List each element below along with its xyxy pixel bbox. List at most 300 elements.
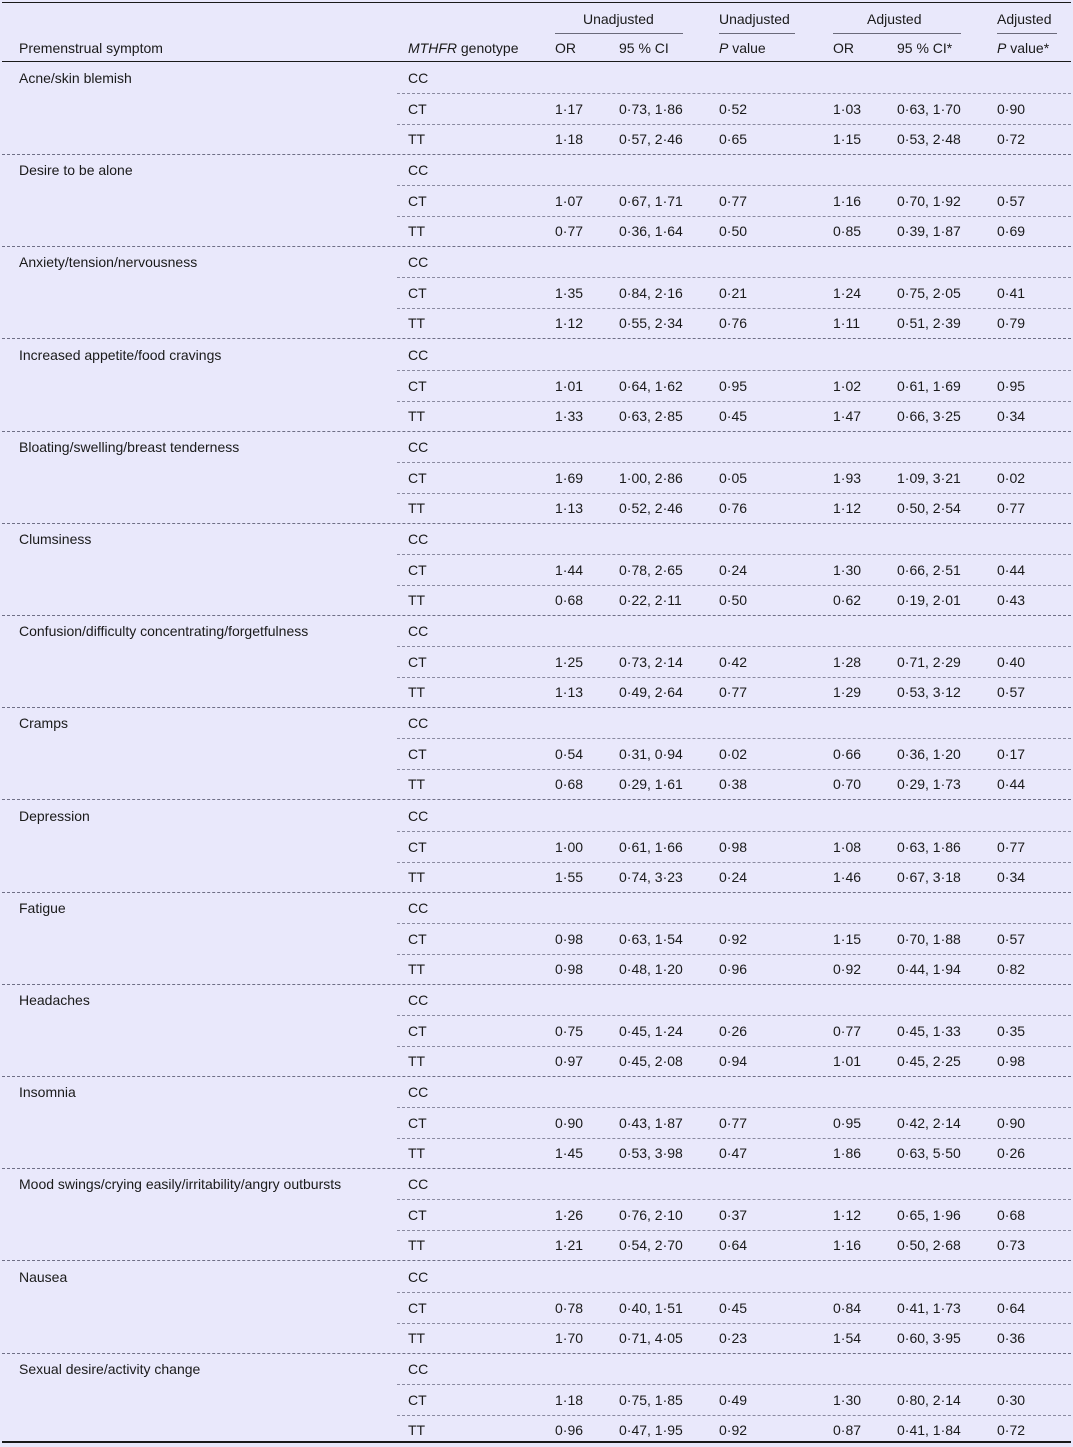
p-value-unadjusted: 0·96	[719, 960, 748, 977]
odds-ratio-unadjusted: 1·18	[555, 1391, 584, 1408]
p-value-adjusted: 0·72	[997, 131, 1026, 147]
p-value-unadjusted: 0·26	[719, 1023, 748, 1039]
odds-ratio-unadjusted: 1·18	[555, 131, 584, 147]
p-value-adjusted: 0·40	[997, 654, 1026, 671]
odds-ratio-unadjusted: 1·21	[555, 1237, 584, 1254]
genotype-tt: TT	[408, 223, 426, 240]
ci-unadjusted: 0·49, 2·64	[619, 684, 683, 701]
ci-unadjusted: 0·43, 1·87	[619, 1115, 683, 1132]
p-value-unadjusted: 0·37	[719, 1207, 748, 1224]
ci-unadjusted: 0·61, 1·66	[619, 838, 683, 855]
genotype-tt: TT	[408, 1421, 426, 1438]
symptom-name: Nausea	[19, 1268, 68, 1285]
row-divider	[397, 277, 1071, 278]
col-header-ci-unadjusted: 95 % CI	[619, 40, 669, 56]
genotype-cc: CC	[408, 1176, 429, 1193]
symptom-group	[0, 64, 1073, 156]
p-value-unadjusted: 0·50	[719, 223, 748, 240]
ci-adjusted: 0·45, 1·33	[897, 1023, 961, 1039]
p-value-adjusted: 0·79	[997, 315, 1026, 332]
odds-ratio-unadjusted: 1·35	[555, 285, 584, 302]
symptom-group	[0, 1263, 1073, 1355]
row-divider	[397, 216, 1071, 217]
odds-ratio-unadjusted: 1·25	[555, 654, 584, 671]
odds-ratio-unadjusted: 1·55	[555, 868, 584, 885]
symptom-group	[0, 156, 1073, 248]
ci-unadjusted: 0·29, 1·61	[619, 776, 683, 793]
ci-unadjusted: 0·54, 2·70	[619, 1237, 683, 1254]
ci-adjusted: 0·65, 1·96	[897, 1207, 961, 1224]
p-label: value*	[1006, 40, 1050, 56]
p-value-unadjusted: 0·21	[719, 285, 748, 302]
symptom-name: Sexual desire/activity change	[19, 1360, 201, 1377]
genotype-cc: CC	[408, 899, 429, 916]
symptom-group	[0, 986, 1073, 1078]
odds-ratio-adjusted: 1·54	[833, 1329, 862, 1346]
genotype-cc: CC	[408, 623, 429, 640]
header-bottom-rule	[2, 61, 1071, 62]
symptom-group	[0, 1170, 1073, 1262]
row-divider	[397, 585, 1071, 586]
p-value-unadjusted: 0·45	[719, 1299, 748, 1316]
ci-unadjusted: 0·64, 1·62	[619, 377, 683, 394]
row-divider	[397, 646, 1071, 647]
odds-ratio-unadjusted: 0·77	[555, 223, 584, 240]
p-value-unadjusted: 0·38	[719, 776, 748, 793]
odds-ratio-adjusted: 0·87	[833, 1421, 862, 1438]
genotype-cc: CC	[408, 1268, 429, 1285]
p-symbol: P	[719, 40, 729, 56]
odds-ratio-unadjusted: 1·70	[555, 1329, 584, 1346]
row-divider	[397, 1415, 1071, 1416]
odds-ratio-unadjusted: 0·90	[555, 1115, 584, 1132]
ci-adjusted: 0·63, 1·70	[897, 101, 961, 117]
ci-unadjusted: 0·40, 1·51	[619, 1299, 683, 1316]
odds-ratio-adjusted: 0·62	[833, 592, 862, 608]
row-divider	[397, 1292, 1071, 1293]
genotype-ct: CT	[408, 469, 427, 486]
p-value-unadjusted: 0·64	[719, 1237, 748, 1254]
symptom-name: Anxiety/tension/nervousness	[19, 254, 198, 271]
ci-adjusted: 0·66, 2·51	[897, 562, 961, 578]
genotype-tt: TT	[408, 868, 426, 885]
p-value-unadjusted: 0·47	[719, 1145, 748, 1162]
odds-ratio-unadjusted: 0·54	[555, 746, 584, 763]
symptom-group	[0, 248, 1073, 340]
odds-ratio-adjusted: 1·30	[833, 1391, 862, 1408]
odds-ratio-unadjusted: 0·96	[555, 1421, 584, 1438]
ci-unadjusted: 0·63, 1·54	[619, 930, 683, 947]
ci-adjusted: 0·70, 1·88	[897, 930, 961, 947]
odds-ratio-unadjusted: 1·13	[555, 684, 584, 701]
odds-ratio-unadjusted: 1·17	[555, 101, 584, 117]
group-divider	[2, 523, 1071, 524]
col-header-ci-adjusted: 95 % CI*	[897, 40, 953, 56]
gene-name: MTHFR	[408, 40, 457, 56]
odds-ratio-adjusted: 1·16	[833, 1237, 862, 1254]
p-value-unadjusted: 0·77	[719, 684, 748, 701]
odds-ratio-adjusted: 0·92	[833, 960, 862, 977]
row-divider	[397, 370, 1071, 371]
col-header-p-adjusted	[997, 39, 1049, 57]
table-top-rule	[2, 2, 1071, 3]
symptom-group	[0, 341, 1073, 433]
ci-unadjusted: 1·00, 2·86	[619, 469, 683, 486]
odds-ratio-unadjusted: 1·69	[555, 469, 584, 486]
ci-unadjusted: 0·67, 1·71	[619, 193, 683, 210]
odds-ratio-unadjusted: 1·00	[555, 838, 584, 855]
p-value-adjusted: 0·26	[997, 1145, 1026, 1162]
header-underline	[555, 33, 683, 34]
p-value-adjusted: 0·64	[997, 1299, 1026, 1316]
odds-ratio-adjusted: 1·16	[833, 193, 862, 210]
odds-ratio-adjusted: 1·11	[833, 315, 860, 332]
ci-unadjusted: 0·52, 2·46	[619, 499, 683, 516]
group-divider	[2, 799, 1071, 800]
p-value-unadjusted: 0·23	[719, 1329, 748, 1346]
genotype-cc: CC	[408, 162, 429, 179]
genotype-ct: CT	[408, 654, 427, 671]
col-header-genotype	[408, 39, 519, 57]
odds-ratio-adjusted: 1·46	[833, 868, 862, 885]
p-value-unadjusted: 0·76	[719, 499, 748, 516]
symptom-group	[0, 709, 1073, 801]
row-divider	[397, 1323, 1071, 1324]
symptom-group	[0, 433, 1073, 525]
p-value-adjusted: 0·77	[997, 499, 1026, 516]
ci-adjusted: 0·29, 1·73	[897, 776, 961, 793]
p-value-adjusted: 0·57	[997, 684, 1026, 701]
row-divider	[397, 677, 1071, 678]
group-header-adjusted-ci: Adjusted	[867, 11, 922, 27]
p-value-unadjusted: 0·52	[719, 101, 748, 117]
odds-ratio-unadjusted: 0·75	[555, 1023, 584, 1039]
row-divider	[397, 1107, 1071, 1108]
odds-ratio-adjusted: 1·12	[833, 1207, 862, 1224]
ci-adjusted: 0·44, 1·94	[897, 960, 961, 977]
ci-adjusted: 0·50, 2·68	[897, 1237, 961, 1254]
row-divider	[397, 401, 1071, 402]
genotype-ct: CT	[408, 193, 427, 210]
p-value-unadjusted: 0·65	[719, 131, 748, 147]
genotype-cc: CC	[408, 346, 429, 363]
symptom-name: Cramps	[19, 715, 69, 732]
ci-adjusted: 0·42, 2·14	[897, 1115, 961, 1132]
row-divider	[397, 185, 1071, 186]
header-underline	[719, 33, 795, 34]
genotype-tt: TT	[408, 499, 426, 516]
odds-ratio-adjusted: 1·03	[833, 101, 862, 117]
odds-ratio-adjusted: 1·02	[833, 377, 862, 394]
genotype-ct: CT	[408, 838, 427, 855]
odds-ratio-unadjusted: 1·33	[555, 407, 584, 424]
row-divider	[397, 308, 1071, 309]
symptom-name: Desire to be alone	[19, 162, 133, 179]
odds-ratio-unadjusted: 0·68	[555, 592, 584, 608]
ci-unadjusted: 0·71, 4·05	[619, 1329, 683, 1346]
genotype-tt: TT	[408, 960, 426, 977]
genotype-tt: TT	[408, 407, 426, 424]
p-value-adjusted: 0·73	[997, 1237, 1026, 1254]
ci-unadjusted: 0·22, 2·11	[619, 592, 682, 608]
col-header-symptom: Premenstrual symptom	[19, 40, 163, 56]
p-value-unadjusted: 0·42	[719, 654, 748, 671]
ci-adjusted: 1·09, 3·21	[897, 469, 961, 486]
row-divider	[397, 554, 1071, 555]
p-value-unadjusted: 0·98	[719, 838, 748, 855]
odds-ratio-adjusted: 1·29	[833, 684, 862, 701]
p-value-unadjusted: 0·95	[719, 377, 748, 394]
group-divider	[2, 1260, 1071, 1261]
odds-ratio-adjusted: 1·47	[833, 407, 862, 424]
col-header-or-adjusted: OR	[833, 40, 854, 56]
genotype-cc: CC	[408, 438, 429, 455]
ci-adjusted: 0·19, 2·01	[897, 592, 961, 608]
ci-unadjusted: 0·73, 1·86	[619, 101, 683, 117]
symptom-name: Insomnia	[19, 1084, 76, 1101]
group-divider	[2, 707, 1071, 708]
table-bottom-rule	[2, 1441, 1071, 1443]
p-value-adjusted: 0·36	[997, 1329, 1026, 1346]
genotype-ct: CT	[408, 562, 427, 578]
ci-adjusted: 0·71, 2·29	[897, 654, 961, 671]
odds-ratio-adjusted: 1·15	[833, 131, 862, 147]
p-value-adjusted: 0·02	[997, 469, 1026, 486]
p-value-adjusted: 0·44	[997, 562, 1026, 578]
ci-unadjusted: 0·55, 2·34	[619, 315, 683, 332]
p-value-adjusted: 0·69	[997, 223, 1026, 240]
odds-ratio-adjusted: 0·66	[833, 746, 862, 763]
ci-adjusted: 0·67, 3·18	[897, 868, 961, 885]
odds-ratio-adjusted: 1·15	[833, 930, 862, 947]
p-value-unadjusted: 0·45	[719, 407, 748, 424]
ci-unadjusted: 0·57, 2·46	[619, 131, 683, 147]
p-value-adjusted: 0·57	[997, 193, 1026, 210]
header-underline	[997, 33, 1057, 34]
row-divider	[397, 738, 1071, 739]
row-divider	[397, 954, 1071, 955]
p-value-unadjusted: 0·24	[719, 868, 748, 885]
col-header-or-unadjusted: OR	[555, 40, 576, 56]
symptom-name: Bloating/swelling/breast tenderness	[19, 438, 240, 455]
odds-ratio-adjusted: 0·70	[833, 776, 862, 793]
odds-ratio-unadjusted: 1·26	[555, 1207, 584, 1224]
symptom-group	[0, 894, 1073, 986]
p-value-adjusted: 0·77	[997, 838, 1026, 855]
odds-ratio-adjusted: 0·95	[833, 1115, 862, 1132]
genotype-cc: CC	[408, 254, 429, 271]
ci-adjusted: 0·36, 1·20	[897, 746, 961, 763]
odds-ratio-unadjusted: 1·13	[555, 499, 584, 516]
row-divider	[397, 124, 1071, 125]
p-value-unadjusted: 0·94	[719, 1053, 748, 1069]
header-underline	[833, 33, 961, 34]
symptom-group	[0, 802, 1073, 894]
genotype-ct: CT	[408, 377, 427, 394]
p-value-adjusted: 0·34	[997, 868, 1026, 885]
genotype-cc: CC	[408, 1360, 429, 1377]
ci-adjusted: 0·41, 1·84	[897, 1421, 961, 1438]
ci-adjusted: 0·80, 2·14	[897, 1391, 961, 1408]
odds-ratio-unadjusted: 0·98	[555, 960, 584, 977]
p-value-adjusted: 0·98	[997, 1053, 1026, 1069]
ci-unadjusted: 0·84, 2·16	[619, 285, 683, 302]
row-divider	[397, 1138, 1071, 1139]
row-divider	[397, 831, 1071, 832]
genotype-cc: CC	[408, 531, 429, 547]
symptom-group	[0, 617, 1073, 709]
symptom-name: Fatigue	[19, 899, 66, 916]
odds-ratio-unadjusted: 1·45	[555, 1145, 584, 1162]
p-value-adjusted: 0·90	[997, 1115, 1026, 1132]
row-divider	[397, 923, 1071, 924]
genotype-ct: CT	[408, 1207, 427, 1224]
symptom-name: Depression	[19, 807, 90, 824]
genotype-ct: CT	[408, 930, 427, 947]
odds-ratio-adjusted: 1·24	[833, 285, 862, 302]
p-value-adjusted: 0·82	[997, 960, 1026, 977]
odds-ratio-adjusted: 1·93	[833, 469, 862, 486]
p-value-adjusted: 0·44	[997, 776, 1026, 793]
genotype-tt: TT	[408, 776, 426, 793]
p-value-unadjusted: 0·76	[719, 315, 748, 332]
genotype-ct: CT	[408, 746, 427, 763]
p-value-unadjusted: 0·92	[719, 1421, 748, 1438]
odds-ratio-unadjusted: 0·78	[555, 1299, 584, 1316]
odds-ratio-adjusted: 1·01	[833, 1053, 862, 1069]
ci-adjusted: 0·61, 1·69	[897, 377, 961, 394]
ci-unadjusted: 0·73, 2·14	[619, 654, 683, 671]
symptom-group	[0, 525, 1073, 617]
row-divider	[397, 93, 1071, 94]
genotype-cc: CC	[408, 70, 429, 86]
ci-adjusted: 0·66, 3·25	[897, 407, 961, 424]
row-divider	[397, 769, 1071, 770]
symptom-name: Headaches	[19, 992, 90, 1008]
genotype-ct: CT	[408, 101, 427, 117]
odds-ratio-adjusted: 0·85	[833, 223, 862, 240]
genotype-tt: TT	[408, 131, 426, 147]
group-divider	[2, 1076, 1071, 1077]
p-value-adjusted: 0·41	[997, 285, 1026, 302]
group-divider	[2, 338, 1071, 339]
row-divider	[397, 462, 1071, 463]
odds-ratio-unadjusted: 1·01	[555, 377, 584, 394]
genotype-tt: TT	[408, 1237, 426, 1254]
genotype-ct: CT	[408, 1299, 427, 1316]
symptom-name: Mood swings/crying easily/irritability/angry outbursts	[19, 1176, 342, 1193]
odds-ratio-adjusted: 1·08	[833, 838, 862, 855]
genotype-cc: CC	[408, 992, 429, 1008]
odds-ratio-unadjusted: 1·12	[555, 315, 584, 332]
p-value-unadjusted: 0·05	[719, 469, 748, 486]
col-header-p-unadjusted	[719, 39, 766, 57]
p-value-unadjusted: 0·49	[719, 1391, 748, 1408]
odds-ratio-unadjusted: 0·97	[555, 1053, 584, 1069]
symptom-group	[0, 1078, 1073, 1170]
symptom-name: Clumsiness	[19, 531, 92, 547]
genotype-ct: CT	[408, 1115, 427, 1132]
ci-adjusted: 0·39, 1·87	[897, 223, 961, 240]
symptom-name: Increased appetite/food cravings	[19, 346, 222, 363]
genotype-tt: TT	[408, 315, 426, 332]
ci-unadjusted: 0·74, 3·23	[619, 868, 683, 885]
odds-ratio-adjusted: 1·30	[833, 562, 862, 578]
p-value-adjusted: 0·35	[997, 1023, 1026, 1039]
odds-ratio-unadjusted: 0·68	[555, 776, 584, 793]
genotype-cc: CC	[408, 715, 429, 732]
genotype-ct: CT	[408, 285, 427, 302]
ci-unadjusted: 0·63, 2·85	[619, 407, 683, 424]
genotype-cc: CC	[408, 1084, 429, 1101]
p-label: value	[728, 40, 766, 56]
ci-adjusted: 0·41, 1·73	[897, 1299, 961, 1316]
genotype-label: genotype	[457, 40, 519, 56]
ci-adjusted: 0·60, 3·95	[897, 1329, 961, 1346]
odds-ratio-unadjusted: 1·07	[555, 193, 584, 210]
group-divider	[2, 431, 1071, 432]
ci-unadjusted: 0·47, 1·95	[619, 1421, 683, 1438]
odds-ratio-unadjusted: 1·44	[555, 562, 584, 578]
genotype-tt: TT	[408, 1329, 426, 1346]
p-value-unadjusted: 0·77	[719, 193, 748, 210]
p-value-unadjusted: 0·92	[719, 930, 748, 947]
row-divider	[397, 1384, 1071, 1385]
ci-unadjusted: 0·45, 1·24	[619, 1023, 683, 1039]
p-value-adjusted: 0·43	[997, 592, 1026, 608]
row-divider	[397, 1199, 1071, 1200]
ci-adjusted: 0·51, 2·39	[897, 315, 961, 332]
ci-unadjusted: 0·75, 1·85	[619, 1391, 683, 1408]
ci-unadjusted: 0·53, 3·98	[619, 1145, 683, 1162]
odds-ratio-adjusted: 1·86	[833, 1145, 862, 1162]
ci-adjusted: 0·53, 3·12	[897, 684, 961, 701]
p-symbol: P	[997, 40, 1007, 56]
group-header-unadjusted-p: Unadjusted	[719, 11, 790, 27]
group-divider	[2, 1168, 1071, 1169]
odds-ratio-adjusted: 1·12	[833, 499, 862, 516]
symptom-name: Confusion/difficulty concentrating/forgetfulness	[19, 623, 309, 640]
row-divider	[397, 1015, 1071, 1016]
odds-ratio-adjusted: 0·77	[833, 1023, 862, 1039]
group-divider	[2, 246, 1071, 247]
genotype-tt: TT	[408, 1145, 426, 1162]
row-divider	[397, 1230, 1071, 1231]
genotype-tt: TT	[408, 684, 426, 701]
p-value-unadjusted: 0·50	[719, 592, 748, 608]
ci-unadjusted: 0·31, 0·94	[619, 746, 683, 763]
ci-unadjusted: 0·45, 2·08	[619, 1053, 683, 1069]
p-value-adjusted: 0·90	[997, 101, 1026, 117]
symptom-group	[0, 1355, 1073, 1447]
ci-adjusted: 0·70, 1·92	[897, 193, 961, 210]
p-value-adjusted: 0·34	[997, 407, 1026, 424]
genotype-tt: TT	[408, 592, 426, 608]
odds-ratio-adjusted: 1·28	[833, 654, 862, 671]
group-header-adjusted-p: Adjusted	[997, 11, 1052, 27]
symptom-name: Acne/skin blemish	[19, 70, 132, 86]
p-value-adjusted: 0·72	[997, 1421, 1026, 1438]
p-value-adjusted: 0·57	[997, 930, 1026, 947]
p-value-adjusted: 0·95	[997, 377, 1026, 394]
genotype-ct: CT	[408, 1023, 427, 1039]
group-header-unadjusted-ci: Unadjusted	[583, 11, 654, 27]
group-divider	[2, 1353, 1071, 1354]
group-divider	[2, 615, 1071, 616]
ci-adjusted: 0·45, 2·25	[897, 1053, 961, 1069]
ci-unadjusted: 0·36, 1·64	[619, 223, 683, 240]
odds-ratio-adjusted: 0·84	[833, 1299, 862, 1316]
